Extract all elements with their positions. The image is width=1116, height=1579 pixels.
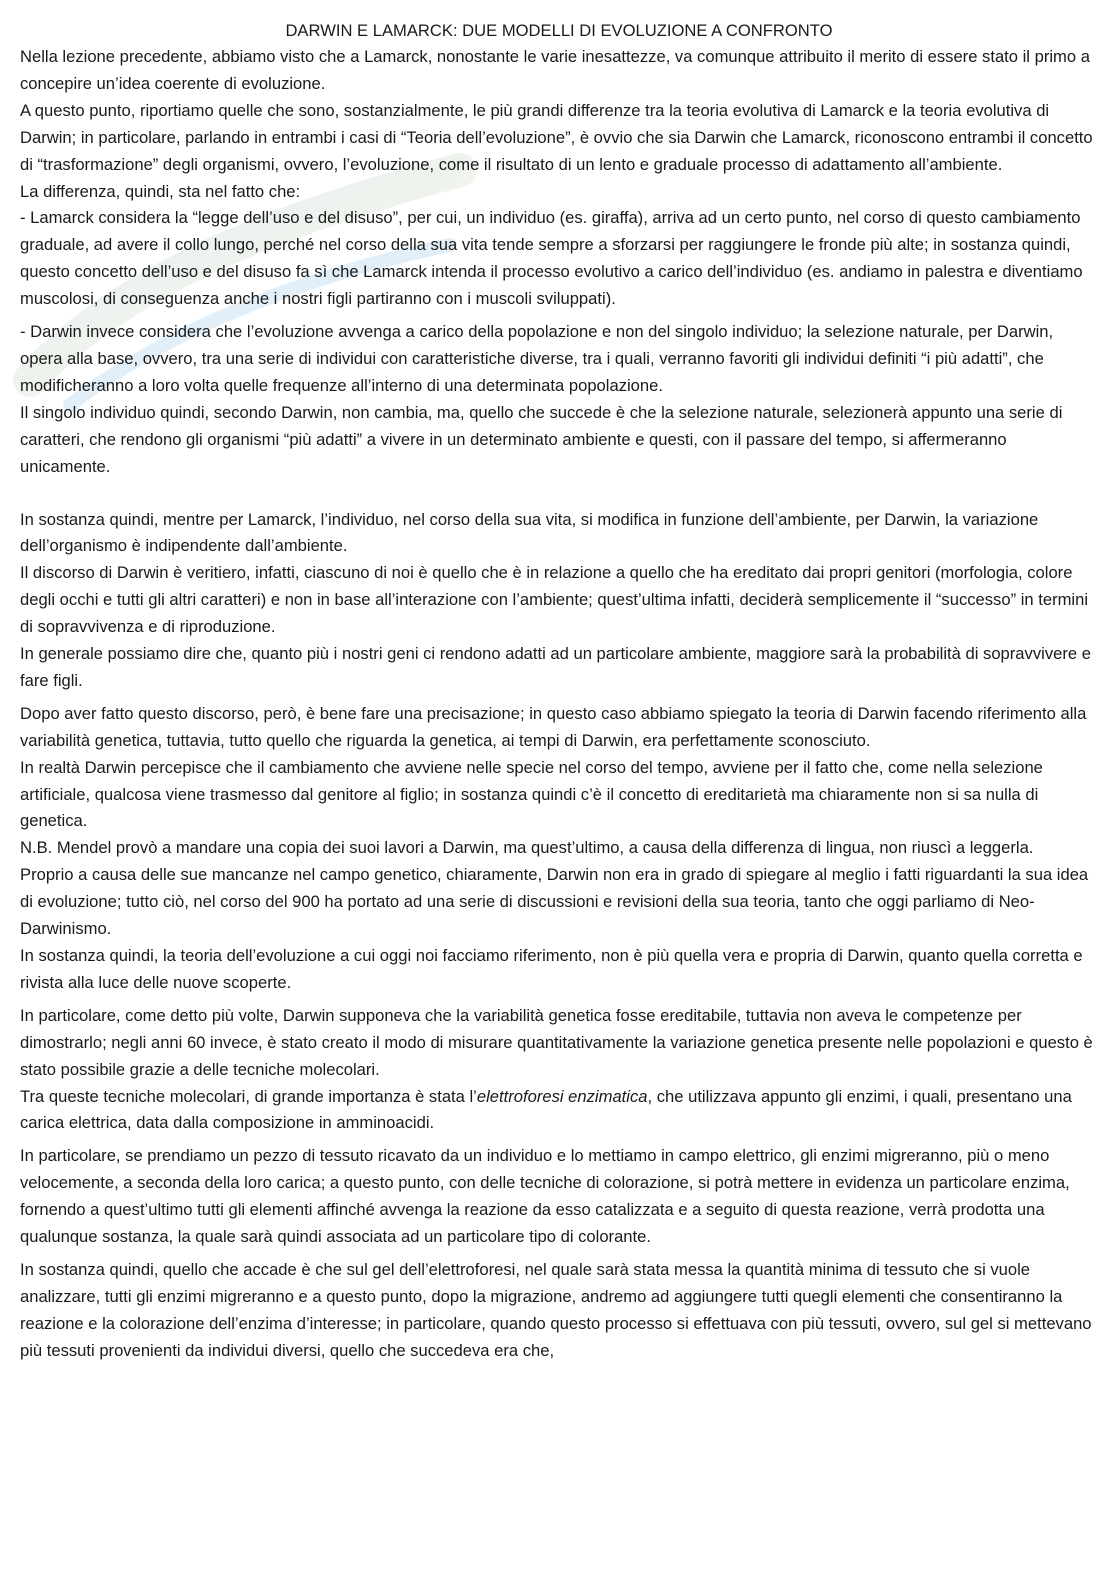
paragraph-intro: Nella lezione precedente, abbiamo visto che a Lamarck, nonostante le varie inesattezze, va comunque attribuito il merito di essere stato il primo a concepire un’idea coerente di evoluzione. <box>20 47 1090 93</box>
document-page <box>20 18 1098 1365</box>
paragraph-summary: In sostanza quindi, mentre per Lamarck, l’individuo, nel corso della sua vita, si modifica in funzione dell’ambiente, per Darwin, la variazione dell’organismo è indipendente dall’ambiente. <box>20 509 1039 556</box>
paragraph-clarification: Dopo aver fatto questo discorso, però, è bene fare una precisazione; in questo caso abbiamo spiegato la teoria di Darwin facendo riferimento alla variabilità genetica, tuttavia, tutto quello che riguarda la genetica, ai tempi di Darwin, era perfettamente sconosciuto. <box>20 703 1087 750</box>
paragraph-modern-theory: In sostanza quindi, la teoria dell’evoluzione a cui oggi noi facciamo riferimento, non è più quella vera e propria di Darwin, quanto quella corretta e rivista alla luce delle nuove scoperte. <box>20 946 1083 992</box>
paragraph-differences: A questo punto, riportiamo quelle che sono, sostanzialmente, le più grandi differenze tra la teoria evolutiva di Lamarck e la teoria evolutiva di Darwin; in particolare, parlando in entrambi i casi di “Teoria dell’evoluzione”, è ovvio che sia Darwin che Lamarck, riconoscono entrambi il concetto di “trasformazione” degli organismi, ovvero, l’evoluzione, come il risultato di un lento e graduale processo di adattamento all’ambiente. <box>20 100 1093 174</box>
enzyme-text-before: Tra queste tecniche molecolari, di grande importanza è stata l’ <box>20 1086 477 1106</box>
enzyme-text-after: , che utilizzava appunto gli enzimi, i quali, presentano una carica elettrica, data dalla composizione in amminoacidi. <box>20 1086 1072 1133</box>
paragraph-gel: In sostanza quindi, quello che accade è che sul gel dell’elettroforesi, nel quale sarà stata messa la quantità minima di tessuto che si vuole analizzare, tutti gli enzimi migreranno e a questo punto, dopo la migrazione, andremo ad aggiungere tutti quegli elementi che consentiranno la reazione e la colorazione dell’enzima d’interesse; in particolare, quando questo processo si effettuava con più tessuti, ovvero, sul gel si mettevano più tessuti provenienti da individui diversi, quello che succedeva era che, <box>20 1259 1092 1360</box>
paragraph-tissue: In particolare, se prendiamo un pezzo di tessuto ricavato da un individuo e lo mettiamo in campo elettrico, gli enzimi migreranno, più o meno velocemente, a seconda della loro carica; a questo punto, con delle tecniche di colorazione, si potrà mettere in evidenza un particolare enzima, fornendo a quest’ultimo tutti gli elementi affinché avvenga la reazione da esso catalizzata e a seguito di questa reazione, verrà prodotta una qualunque sostanza, la quale sarà quindi associata ad un particolare tipo di colorante. <box>20 1146 1070 1247</box>
paragraph-variability: In particolare, come detto più volte, Darwin supponeva che la variabilità genetica fosse ereditabile, tuttavia non aveva le competenze per dimostrarlo; negli anni 60 invece, è stato creato il modo di misurare quantitativamente la variazione genetica presente nelle popolazioni e questo è stato possibile grazie a delle tecniche molecolari. <box>20 1005 1093 1079</box>
paragraph-difference-lead: La differenza, quindi, sta nel fatto che: <box>20 181 301 201</box>
paragraph-artificial-selection: In realtà Darwin percepisce che il cambiamento che avviene nelle specie nel corso del tempo, avviene per il fatto che, come nella selezione artificiale, qualcosa viene trasmesso dal genitore al figlio; in sostanza quindi c’è il concetto di ereditarietà ma chiaramente non si sa nulla di genetica. <box>20 757 1043 831</box>
paragraph-individual: Il singolo individuo quindi, secondo Darwin, non cambia, ma, quello che succede è che la selezione naturale, selezionerà appunto una serie di caratteri, che rendono gli organismi “più adatti” a vivere in un determinato ambiente e questi, con il passare del tempo, si affermeranno unicamente. <box>20 402 1063 476</box>
document-title: DARWIN E LAMARCK: DUE MODELLI DI EVOLUZIONE A CONFRONTO <box>285 21 833 40</box>
paragraph-genes: In generale possiamo dire che, quanto più i nostri geni ci rendono adatti ad un particolare ambiente, maggiore sarà la probabilità di sopravvivere e fare figli. <box>20 644 1091 690</box>
paragraph-enzyme-electrophoresis <box>20 1084 1098 1138</box>
paragraph-heredity: Il discorso di Darwin è veritiero, infatti, ciascuno di noi è quello che è in relazione a quello che ha ereditato dai propri genitori (morfologia, colore degli occhi e tutti gli altri caratteri) e non in base all’interazione con l’ambiente; quest’ultima infatti, deciderà semplicemente il “successo” in termini di sopravvivenza e di riproduzione. <box>20 563 1089 637</box>
paragraph-lamarck: - Lamarck considera la “legge dell’uso e del disuso”, per cui, un individuo (es. giraffa), arriva ad un certo punto, nel corso di questo cambiamento graduale, ad avere il collo lungo, perché nel corso della sua vita tende sempre a sforzarsi per raggiungere le fronde più alte; in sostanza quindi, questo concetto dell’uso e del disuso fa sì che Lamarck intenda il processo evolutivo a carico dell’individuo (es. andiamo in palestra e diventiamo muscolosi, di conseguenza anche i nostri figli partiranno con i muscoli sviluppati). <box>20 208 1083 309</box>
paragraph-neo-darwinism: Proprio a causa delle sue mancanze nel campo genetico, chiaramente, Darwin non era in grado di spiegare al meglio i fatti riguardanti la sua idea di evoluzione; tutto ciò, nel corso del 900 ha portato ad una serie di discussioni e revisioni della sua teoria, tanto che oggi parliamo di Neo-Darwinismo. <box>20 865 1089 939</box>
paragraph-mendel-note: N.B. Mendel provò a mandare una copia dei suoi lavori a Darwin, ma quest’ultimo, a causa della differenza di lingua, non riuscì a leggerla. <box>20 838 1034 858</box>
paragraph-darwin: - Darwin invece considera che l’evoluzione avvenga a carico della popolazione e non del singolo individuo; la selezione naturale, per Darwin, opera alla base, ovvero, tra una serie di individui con caratteristiche diverse, tra i quali, verranno favoriti gli individui definiti “i più adatti”, che modificheranno a loro volta quelle frequenze all’interno di una determinata popolazione. <box>20 322 1054 395</box>
enzyme-term-italic: elettroforesi enzimatica <box>476 1086 648 1106</box>
